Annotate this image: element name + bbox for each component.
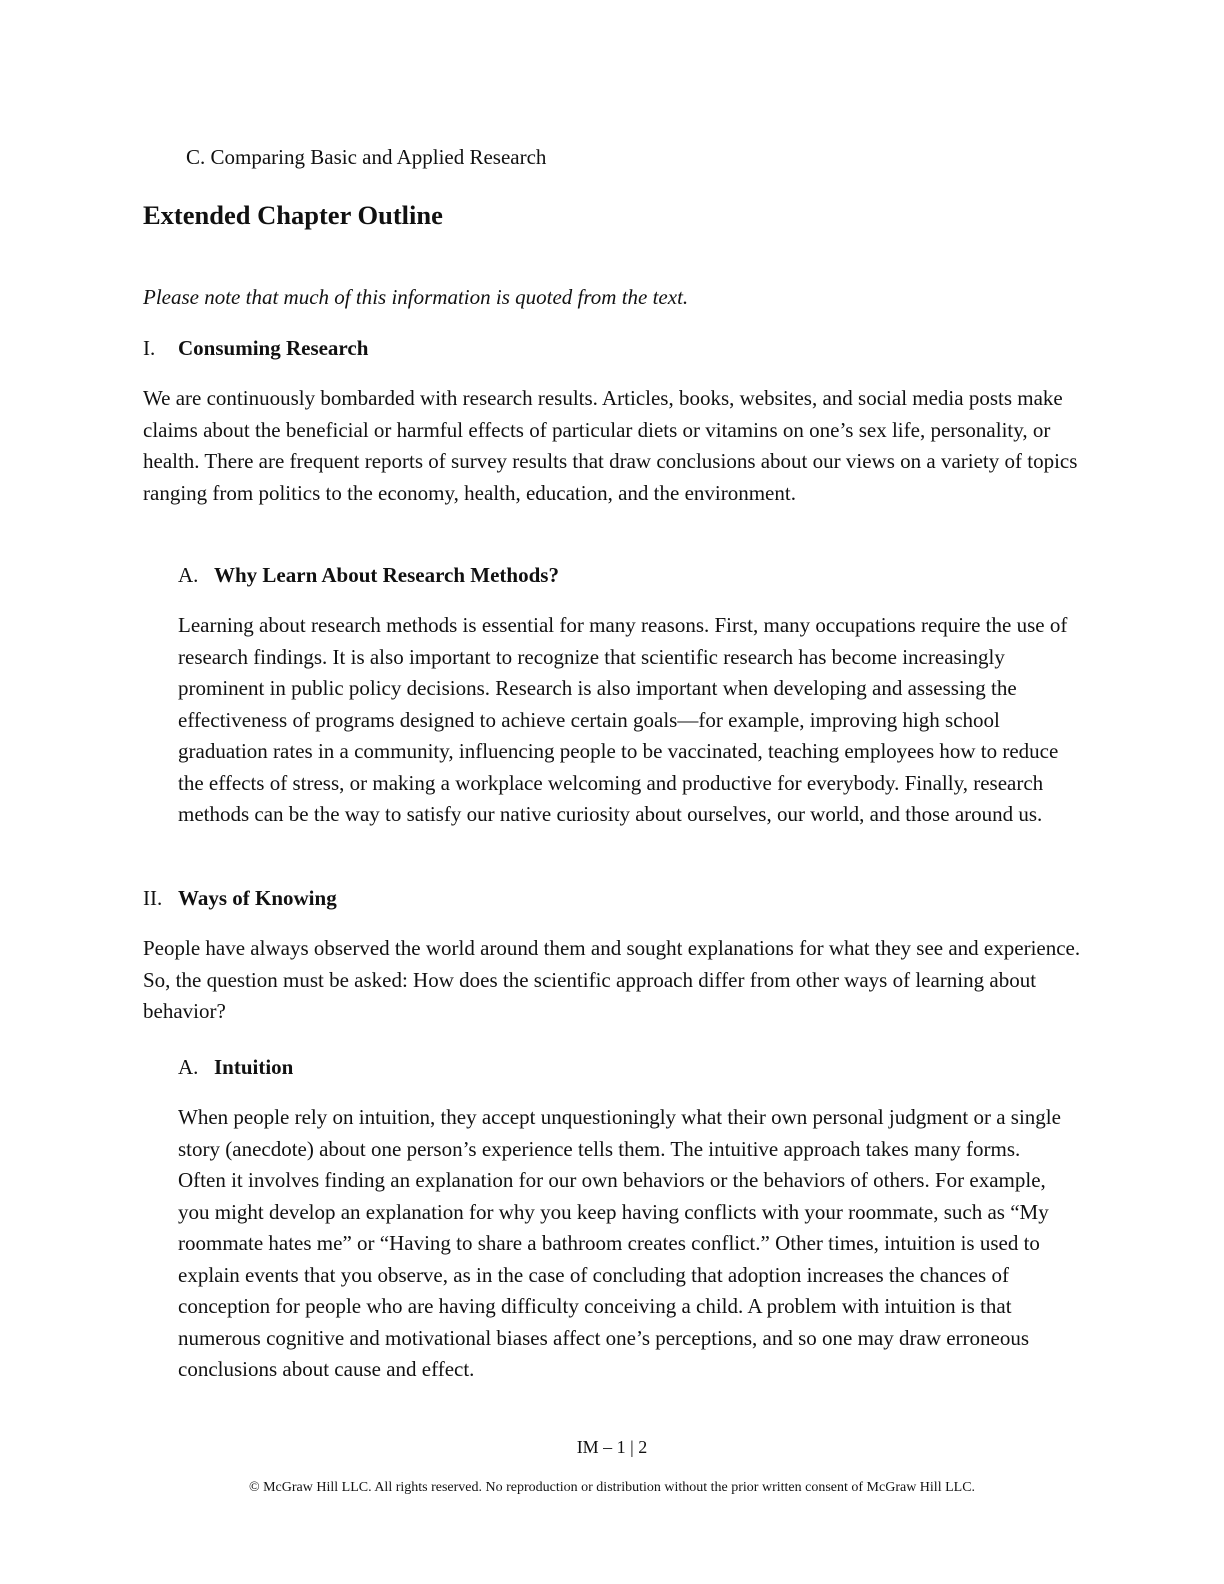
outline-item-c: C. Comparing Basic and Applied Research bbox=[186, 145, 547, 169]
quote-note: Please note that much of this information is quoted from the text. bbox=[143, 285, 689, 309]
section-title: Ways of Knowing bbox=[178, 886, 337, 910]
section-heading-consuming-research bbox=[143, 333, 368, 363]
page-number: IM – 1 | 2 bbox=[576, 1437, 648, 1457]
copyright-notice: © McGraw Hill LLC. All rights reserved. No reproduction or distribution without the prior written consent of McGraw Hill LLC. bbox=[248, 1480, 976, 1495]
section-title: Consuming Research bbox=[178, 336, 369, 360]
section-number: I. bbox=[143, 336, 156, 360]
subsection-number: A. bbox=[178, 1055, 199, 1079]
subsection-title: Why Learn About Research Methods? bbox=[214, 563, 559, 587]
subsection-title: Intuition bbox=[214, 1055, 294, 1079]
chapter-heading: Extended Chapter Outline bbox=[143, 200, 443, 230]
subsection-number: A. bbox=[178, 563, 199, 587]
subsection-heading-why-learn bbox=[178, 560, 559, 590]
section-number: II. bbox=[143, 886, 163, 910]
paragraph-consuming-research: We are continuously bombarded with research results. Articles, books, websites, and social media posts make claims about the beneficial or harmful effects of particular diets or vitamins on one’s sex life, personality, or health. There are frequent reports of survey results that draw conclusions about our views on a variety of topics ranging from politics to the economy, health, education, and the environment. bbox=[143, 386, 1078, 505]
paragraph-intuition: When people rely on intuition, they accept unquestioningly what their own personal judgment or a single story (anecdote) about one person’s experience tells them. The intuitive approach takes many forms. Often it involves finding an explanation for our own behaviors or the behaviors of others. For example, you might develop an explanation for why you keep having conflicts with your roommate, such as “My roommate hates me” or “Having to share a bathroom creates conflict.” Other times, intuition is used to explain events that you observe, as in the case of concluding that adoption increases the chances of conception for people who are having difficulty conceiving a child. A problem with intuition is that numerous cognitive and motivational biases affect one’s perceptions, and so one may draw erroneous conclusions about cause and effect. bbox=[178, 1105, 1061, 1381]
paragraph-why-learn: Learning about research methods is essential for many reasons. First, many occupations require the use of research findings. It is also important to recognize that scientific research has become increasingly prominent in public policy decisions. Research is also important when developing and assessing the effectiveness of programs designed to achieve certain goals—for example, improving high school graduation rates in a community, influencing people to be vaccinated, teaching employees how to reduce the effects of stress, or making a workplace welcoming and productive for everybody. Finally, research methods can be the way to satisfy our native curiosity about ourselves, our world, and those around us. bbox=[178, 613, 1068, 826]
subsection-heading-intuition bbox=[178, 1052, 293, 1082]
section-heading-ways-of-knowing bbox=[143, 883, 337, 913]
paragraph-ways-of-knowing: People have always observed the world around them and sought explanations for what they see and experience. So, the question must be asked: How does the scientific approach differ from other ways of learning about behavior? bbox=[143, 936, 1081, 1023]
